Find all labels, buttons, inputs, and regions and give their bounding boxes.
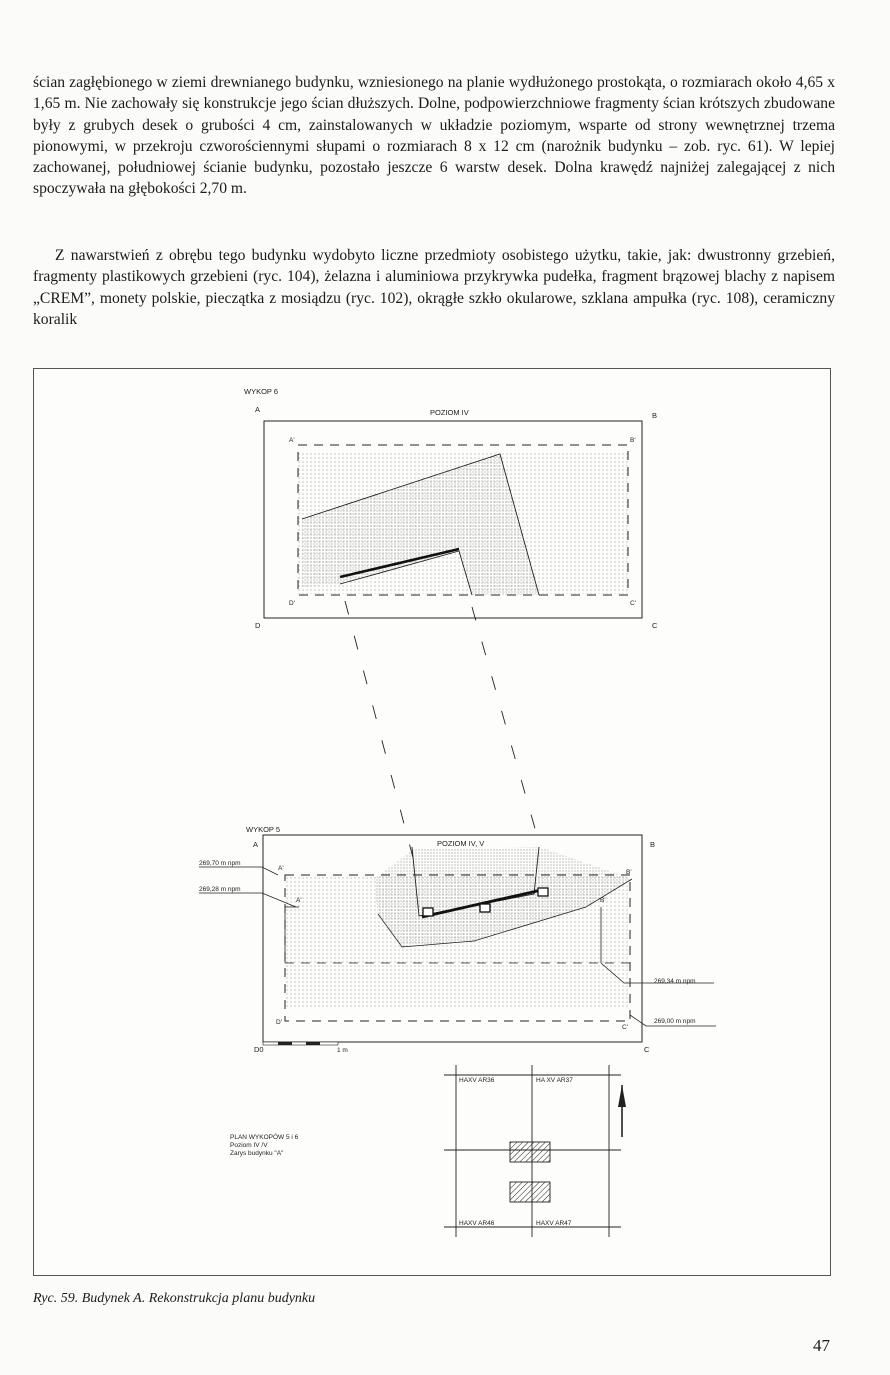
lower-plan-title: WYKOP 5	[246, 825, 281, 834]
elevation-label-2: 269,28 m npm	[199, 886, 241, 893]
lower-corner-c-prime: C'	[622, 1024, 628, 1031]
elevation-leader-1	[199, 867, 278, 875]
upper-corner-b-prime: B'	[630, 437, 636, 444]
upper-corner-c-prime: C'	[630, 600, 636, 607]
lower-plan-level: POZIOM IV, V	[437, 839, 485, 848]
upper-corner-d: D	[255, 621, 261, 630]
grid-key-br: HAXV AR47	[536, 1220, 572, 1227]
lower-corner-b-prime: B'	[626, 869, 632, 876]
legend-line-3: Zarys budynku "A"	[230, 1150, 284, 1157]
lower-corner-b-second: B'	[600, 897, 606, 904]
lower-post-2	[480, 904, 490, 912]
lower-corner-a-prime: A'	[278, 865, 284, 872]
body-paragraph-2: Z nawarstwień z obrębu tego budynku wydobyto liczne przedmioty osobistego użytku, takie, jak: dwustronny grzebień, fragmenty plastikowych grzebieni (ryc. 104), żelazna i aluminiowa przykrywka pudełka, fragment brązowej blachy z napisem „CREM”, monety polskie, pieczątka z mosiądzu (ryc. 102), okrągłe szkło okularowe, szklana ampułka (ryc. 108), ceramiczny koralik	[33, 247, 835, 328]
scale-bar-segment-1	[278, 1042, 292, 1045]
grid-key-tr: HA XV AR37	[536, 1077, 573, 1084]
lower-post-1	[423, 908, 433, 916]
legend-line-1: PLAN WYKOPÓW 5 i 6	[230, 1134, 299, 1141]
elevation-label-4: 269,00 m npm	[654, 1018, 696, 1025]
lower-corner-b: B	[650, 840, 656, 849]
scale-bar-segment-2	[306, 1042, 320, 1045]
upper-plan	[244, 387, 658, 630]
grid-key-square-2	[510, 1182, 550, 1202]
scale-bar	[263, 1042, 338, 1045]
body-paragraph-1: ścian zagłębionego w ziemi drewnianego budynku, wzniesionego na planie wydłużonego prostokąta, o rozmiarach około 4,65 x 1,65 m. Nie zachowały się konstrukcje jego ścian dłuższych. Dolne, podpowierzchniowe fragmenty ścian krótszych zbudowane były z grubych desek o grubości 4 cm, zainstalowanych w układzie poziomym, wsparte od strony wewnętrznej trzema pionowymi, w przekroju czworościennymi słupami o rozmiarach 8 x 12 cm (narożnik budynku – zob. ryc. 61). W lepiej zachowanej, południowej ścianie budynku, pozostało jeszcze 6 warstw desek. Dolna krawędź najniżej zalegającej z nich spoczywała na głębokości 2,70 m.	[33, 74, 835, 198]
grid-key-bl: HAXV AR46	[459, 1220, 495, 1227]
lower-corner-d: D0	[254, 1045, 264, 1054]
grid-key-square-1	[510, 1142, 550, 1162]
elevation-label-3: 269,34 m npm	[654, 978, 696, 985]
upper-plan-title: WYKOP 6	[244, 387, 279, 396]
lower-corner-a: A	[253, 840, 259, 849]
figure-caption: Ryc. 59. Budynek A. Rekonstrukcja planu budynku	[33, 1291, 316, 1306]
lower-post-3	[538, 888, 548, 896]
grid-key-tl: HAXV AR36	[459, 1077, 495, 1084]
lower-corner-c: C	[644, 1045, 650, 1054]
grid-key	[444, 1065, 626, 1237]
upper-corner-b: B	[652, 411, 658, 420]
upper-plan-level: POZIOM IV	[430, 408, 469, 417]
figure-frame	[33, 368, 831, 1276]
upper-corner-d-prime: D'	[289, 600, 295, 607]
lower-corner-a-second: A'	[296, 897, 302, 904]
upper-corner-a-prime: A'	[289, 437, 295, 444]
lower-corner-d-prime: D'	[276, 1019, 282, 1026]
north-arrow-head	[618, 1085, 626, 1107]
lower-plan	[199, 825, 716, 1054]
legend-line-2: Poziom IV /V	[230, 1142, 268, 1149]
elevation-leader-2	[199, 893, 296, 907]
elevation-label-1: 269,70 m npm	[199, 860, 241, 867]
upper-corner-a: A	[255, 405, 261, 414]
page-number: 47	[813, 1336, 830, 1355]
excavation-plan-drawing	[34, 369, 832, 1277]
projection-lines	[345, 601, 538, 869]
upper-corner-c: C	[652, 621, 658, 630]
figure-legend	[230, 1132, 299, 1157]
scale-bar-label: 1 m	[337, 1047, 348, 1054]
